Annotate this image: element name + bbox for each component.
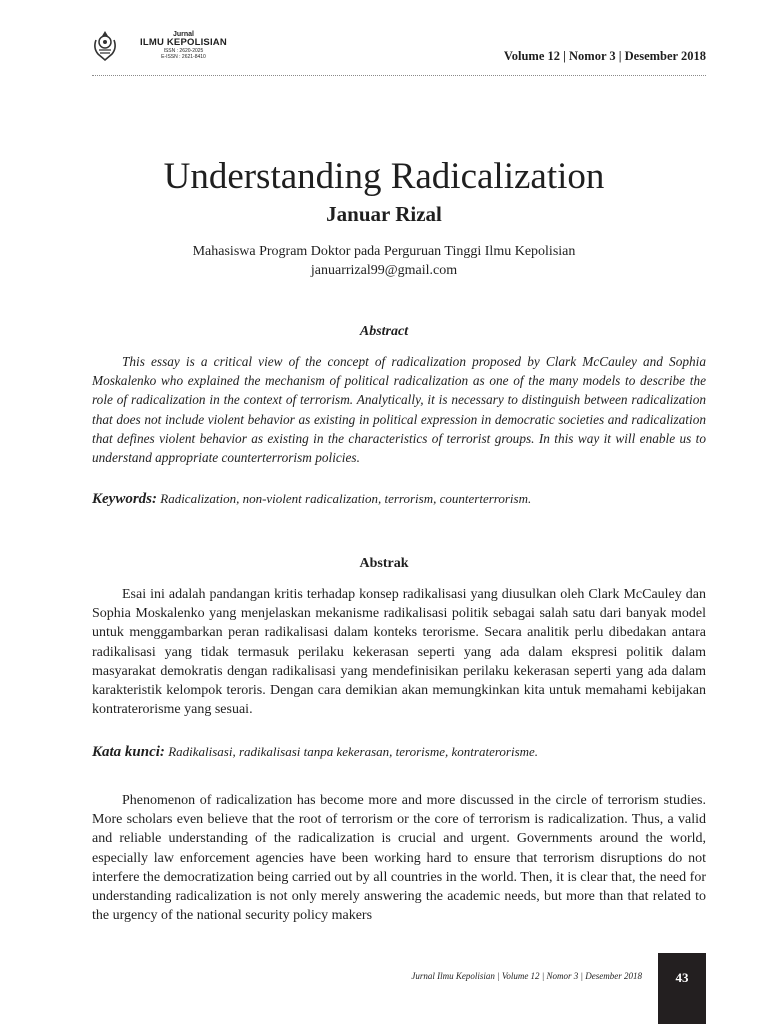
keywords <box>92 491 706 508</box>
journal-small-label: Jurnal <box>172 31 194 38</box>
article-title: Understanding Radicalization <box>163 156 605 197</box>
running-footer: Jurnal Ilmu Kepolisian | Volume 12 | Nomor 3 | Desember 2018 <box>411 971 642 981</box>
keywords-label: Keywords: <box>92 491 157 507</box>
author-email: januarrizal99@gmail.com <box>310 263 458 278</box>
abstract-heading: Abstract <box>359 324 409 339</box>
author-affiliation: Mahasiswa Program Doktor pada Perguruan Tinggi Ilmu Kepolisian <box>192 244 576 259</box>
author-info <box>0 242 768 280</box>
header-divider <box>92 75 706 76</box>
kata-kunci <box>92 744 706 761</box>
issn: ISSN : 2620-2025 <box>163 47 204 54</box>
journal-header <box>92 28 706 76</box>
kata-kunci-label: Kata kunci: <box>92 744 165 760</box>
keywords-list: Radicalization, non-violent radicalization, terrorism, counterterrorism. <box>157 491 532 506</box>
abstrak-text: Esai ini adalah pandangan kritis terhadap konsep radikalisasi yang diusulkan oleh Clark McCauley dan Sophia Moskalenko yang menjelaskan mekanisme radikalisasi politik sebagai salah satu dari banyak model untuk menggambarkan peran radikalisasi dalam konteks terorisme. Secara analitik perlu dibedakan antara radikalisasi yang tidak termasuk perilaku kekerasan seperti yang ada dalam ekspresi politik dalam masyarakat demokratis dengan radikalisasi yang mendefinisikan perilaku kekerasan seperti yang ada dalam karakteristik kelompok teroris. Dengan cara demikian akan memungkinkan kita untuk memahami kebijakan kontraterorisme yang sesuai. <box>92 587 706 718</box>
kata-kunci-list: Radikalisasi, radikalisasi tanpa kekerasan, terorisme, kontraterorisme. <box>164 744 539 759</box>
eissn: E-ISSN : 2621-8410 <box>161 54 206 61</box>
police-emblem-icon <box>92 30 118 62</box>
body-paragraph: Phenomenon of radicalization has become more and more discussed in the circle of terrorism studies. More scholars even believe that the root of terrorism or the core of terrorism is radicalization. Thus, a valid and reliable understanding of the radicalization is crucial and urgent. Governments around the world, especially law enforcement agencies have been working hard to ensure that terrorism disruptions do not interfere the democratization being carried out by all countries in the world. Then, it is clear that, the need for understanding radicalization is not only merely answering the academic needs, but more than that related to the urgency of the national security policy makers <box>92 793 706 924</box>
abstrak-heading: Abstrak <box>359 556 409 571</box>
page-number: 43 <box>658 953 706 1024</box>
journal-name: ILMU KEPOLISIAN <box>140 37 227 48</box>
abstract-text: This essay is a critical view of the concept of radicalization proposed by Clark McCauley and Sophia Moskalenko who explained the mechanism of political radicalization as one of the many models to describe the role of radicalization in the context of terrorism. Analytically, it is necessary to distinguish between radicalization that does not include violent behavior as existing in political expression in democratic societies and radicalization that defines violent behavior as existing in the characteristics of terrorist groups. In this way it will enable us to understand appropriate counterterrorism policies. <box>92 354 706 466</box>
article-author: Januar Rizal <box>326 202 442 226</box>
volume-line: Volume 12 | Nomor 3 | Desember 2018 <box>503 49 706 63</box>
journal-logo-text <box>140 31 227 61</box>
